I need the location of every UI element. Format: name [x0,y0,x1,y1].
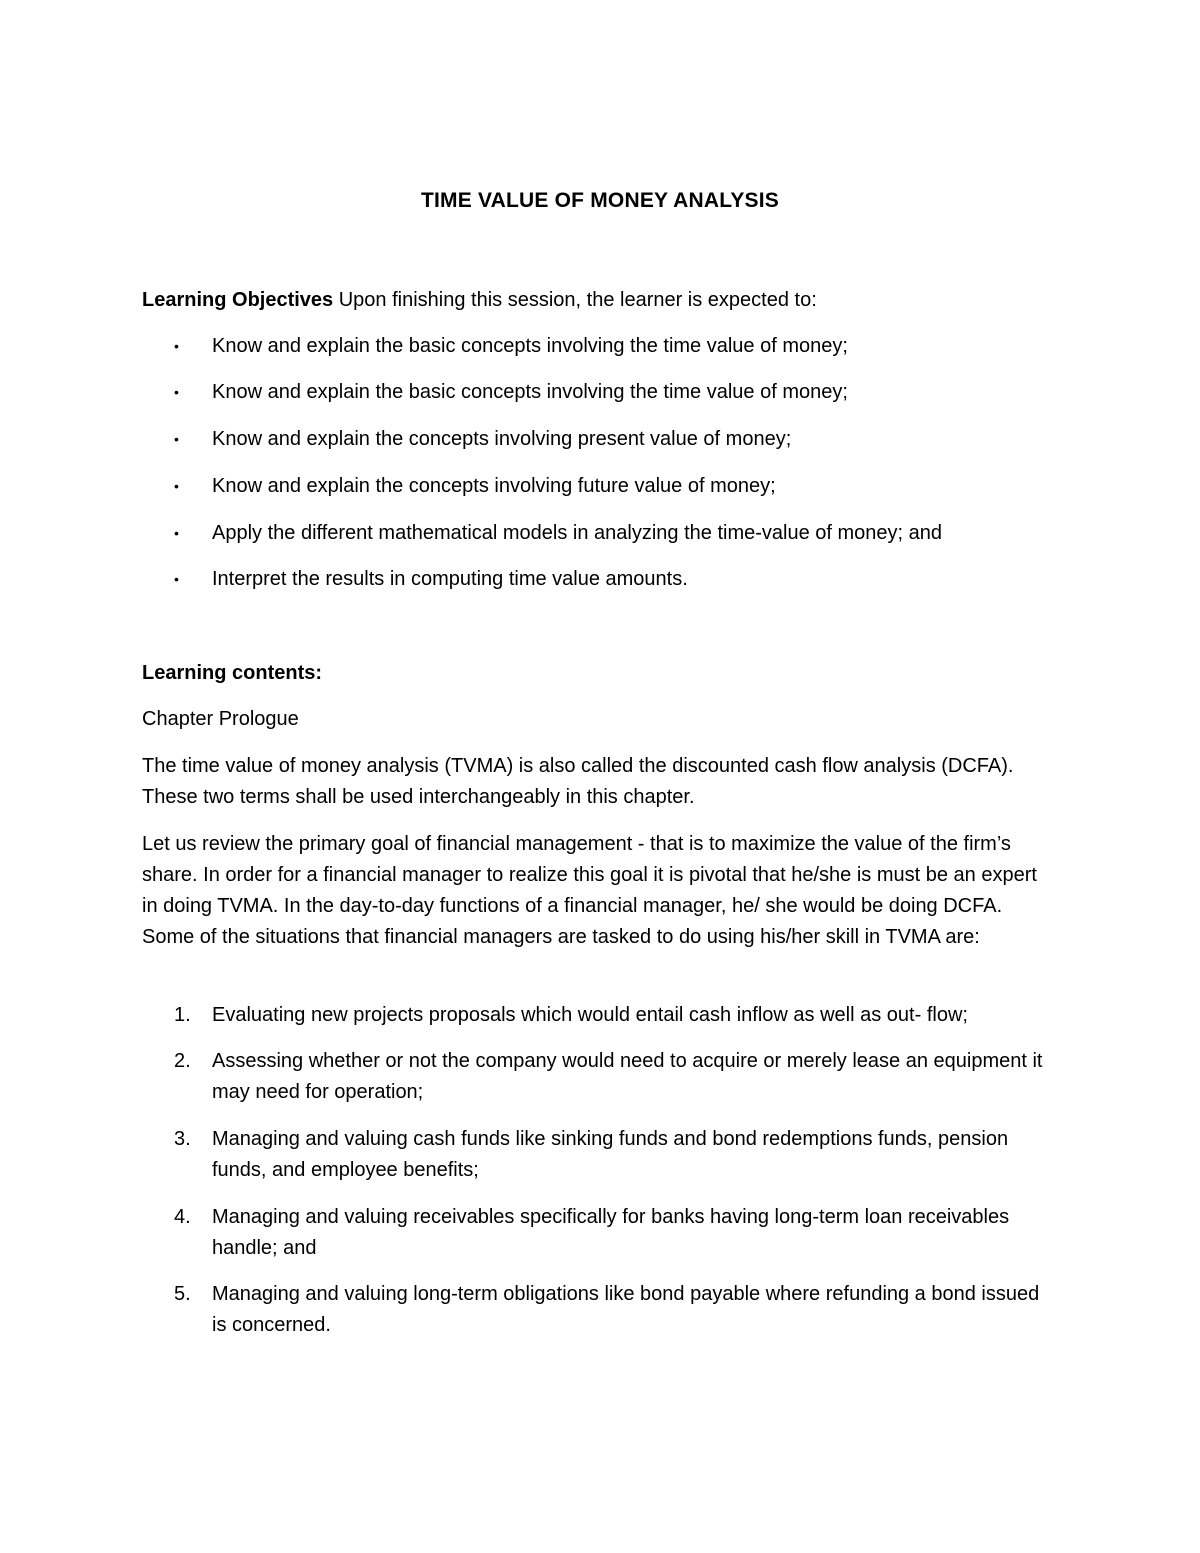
item-text: Evaluating new projects proposals which would entail cash inflow as well as out- flow; [212,1004,968,1026]
objective-text: Know and explain the concepts involving present value of money; [212,428,792,450]
item-number: 5. [174,1283,191,1305]
objectives-intro: Upon finishing this session, the learner is expected to: [333,289,817,311]
objectives-intro-line [142,285,817,316]
page-title: TIME VALUE OF MONEY ANALYSIS [421,189,779,212]
bullet-marker: • [174,571,179,587]
bullet-marker: • [174,384,179,400]
bullet-marker: • [174,478,179,494]
item-number: 2. [174,1050,191,1072]
objective-text: Know and explain the basic concepts involving the time value of money; [212,335,848,357]
bullet-marker: • [174,525,179,541]
item-number: 3. [174,1128,191,1150]
bullet-marker: • [174,338,179,354]
objective-text: Interpret the results in computing time value amounts. [212,568,688,590]
item-text: Managing and valuing receivables specifically for banks having long-term loan receivables handle; and [212,1206,1010,1259]
objective-text: Know and explain the concepts involving future value of money; [212,475,776,497]
item-text: Managing and valuing cash funds like sinking funds and bond redemptions funds, pension funds, and employee benefits; [212,1128,1009,1181]
item-number: 1. [174,1004,191,1026]
paragraph-intro: The time value of money analysis (TVMA) is also called the discounted cash flow analysis (DCFA). These two terms shall be used interchangeably in this chapter. [142,755,1014,808]
objective-text: Know and explain the basic concepts involving the time value of money; [212,381,848,403]
chapter-subheading: Chapter Prologue [142,708,299,730]
item-text: Assessing whether or not the company would need to acquire or merely lease an equipment it may need for operation; [212,1050,1043,1103]
paragraph-goal: Let us review the primary goal of financial management - that is to maximize the value of the firm’s share. In order for a financial manager to realize this goal it is pivotal that he/she is must be an expert in doing TVMA. In the day-to-day functions of a financial manager, he/ she would be doing DCFA. Some of the situations that financial managers are tasked to do using his/her skill in TVMA are: [142,833,1037,948]
item-number: 4. [174,1206,191,1228]
bullet-marker: • [174,431,179,447]
contents-heading: Learning contents: [142,662,323,684]
item-text: Managing and valuing long-term obligations like bond payable where refunding a bond issued is concerned. [212,1283,1040,1336]
objective-text: Apply the different mathematical models in analyzing the time-value of money; and [212,522,943,544]
objectives-heading: Learning Objectives [142,289,334,311]
